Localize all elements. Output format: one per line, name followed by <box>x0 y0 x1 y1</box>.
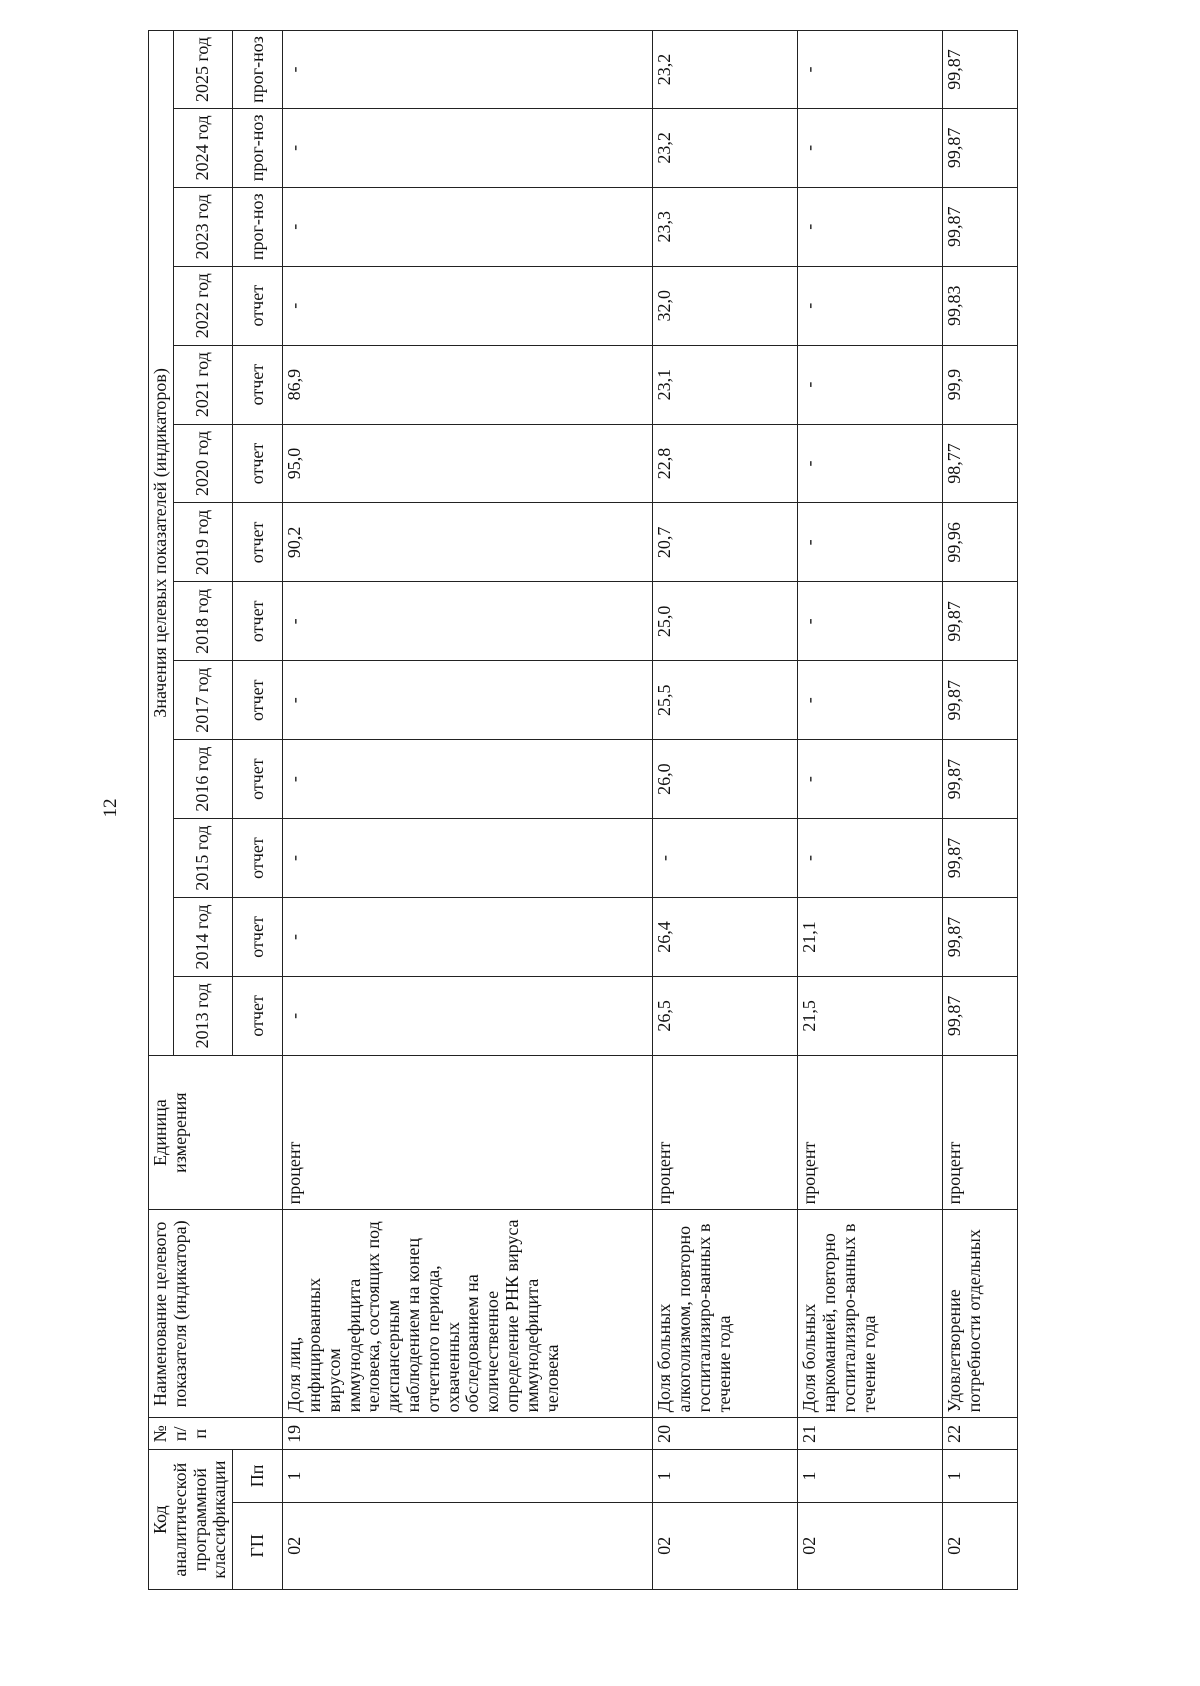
header-status: отчет <box>233 740 283 819</box>
cell-value: 99,83 <box>943 266 1018 345</box>
cell-value: 99,87 <box>943 740 1018 819</box>
header-gp: ГП <box>233 1502 283 1589</box>
table-row <box>283 31 653 1590</box>
header-status: отчет <box>233 661 283 740</box>
cell-gp: 02 <box>653 1502 798 1589</box>
cell-unit: процент <box>798 1055 943 1210</box>
cell-value: - <box>283 897 653 976</box>
header-status: отчет <box>233 897 283 976</box>
cell-value: - <box>798 424 943 503</box>
cell-value: 25,0 <box>653 582 798 661</box>
cell-value: 99,9 <box>943 345 1018 424</box>
cell-value: 99,87 <box>943 976 1018 1055</box>
cell-pp: 1 <box>798 1450 943 1502</box>
indicators-table <box>148 30 1018 1590</box>
cell-gp: 02 <box>798 1502 943 1589</box>
cell-value: 99,96 <box>943 503 1018 582</box>
header-code-group: Код аналитической программной классификации <box>149 1450 233 1590</box>
cell-value: 21,1 <box>798 897 943 976</box>
header-name: Наименование целевого показателя (индикатора) <box>149 1210 283 1418</box>
cell-value: - <box>798 31 943 109</box>
header-unit: Единица измерения <box>149 1055 283 1210</box>
cell-num: 21 <box>798 1418 943 1450</box>
cell-value: - <box>798 582 943 661</box>
cell-value: 95,0 <box>283 424 653 503</box>
cell-pp: 1 <box>283 1450 653 1502</box>
cell-gp: 02 <box>943 1502 1018 1589</box>
cell-value: 86,9 <box>283 345 653 424</box>
header-year: 2016 год <box>174 740 233 819</box>
cell-value: - <box>798 108 943 187</box>
cell-value: - <box>283 819 653 898</box>
table-row <box>943 31 1018 1590</box>
header-pp: Пп <box>233 1450 283 1502</box>
cell-num: 22 <box>943 1418 1018 1450</box>
cell-value: 99,87 <box>943 897 1018 976</box>
cell-unit: процент <box>653 1055 798 1210</box>
cell-unit: процент <box>283 1055 653 1210</box>
header-year: 2017 год <box>174 661 233 740</box>
cell-value: - <box>283 582 653 661</box>
cell-name: Удовлетворение потребности отдельных <box>943 1210 1018 1418</box>
cell-value: 23,3 <box>653 187 798 266</box>
cell-value: - <box>798 661 943 740</box>
table-row <box>798 31 943 1590</box>
header-year: 2023 год <box>174 187 233 266</box>
cell-value: 26,5 <box>653 976 798 1055</box>
header-status: отчет <box>233 582 283 661</box>
rotated-table-wrapper <box>148 30 1068 1590</box>
cell-value: 20,7 <box>653 503 798 582</box>
cell-unit: процент <box>943 1055 1018 1210</box>
cell-value: - <box>283 187 653 266</box>
cell-value: 22,8 <box>653 424 798 503</box>
cell-value: - <box>798 266 943 345</box>
header-year: 2025 год <box>174 31 233 109</box>
header-year: 2021 год <box>174 345 233 424</box>
cell-value: 90,2 <box>283 503 653 582</box>
header-status: отчет <box>233 819 283 898</box>
cell-name: Доля лиц, инфицированных вирусом иммунодефицита человека, состоящих под диспансерным наблюдением на конец отчетного периода, охваченных обследованием на количественное определение РНК вируса иммунодефицита человека <box>283 1210 653 1418</box>
cell-value: 25,5 <box>653 661 798 740</box>
cell-num: 19 <box>283 1418 653 1450</box>
header-values-group: Значения целевых показателей (индикаторов) <box>149 31 174 1056</box>
cell-pp: 1 <box>653 1450 798 1502</box>
cell-value: - <box>798 819 943 898</box>
cell-value: 99,87 <box>943 31 1018 109</box>
header-status: отчет <box>233 345 283 424</box>
cell-num: 20 <box>653 1418 798 1450</box>
header-status: отчет <box>233 266 283 345</box>
header-year: 2020 год <box>174 424 233 503</box>
cell-value: 99,87 <box>943 819 1018 898</box>
cell-value: - <box>653 819 798 898</box>
cell-name: Доля больных алкоголизмом, повторно госпитализиро-ванных в течение года <box>653 1210 798 1418</box>
cell-value: - <box>283 740 653 819</box>
cell-value: 26,4 <box>653 897 798 976</box>
cell-value: 23,2 <box>653 31 798 109</box>
header-year: 2024 год <box>174 108 233 187</box>
cell-value: 26,0 <box>653 740 798 819</box>
cell-value: 23,1 <box>653 345 798 424</box>
cell-value: - <box>283 108 653 187</box>
header-year: 2022 год <box>174 266 233 345</box>
cell-value: - <box>283 661 653 740</box>
cell-value: - <box>283 31 653 109</box>
page-number: 12 <box>100 798 121 818</box>
cell-value: 99,87 <box>943 661 1018 740</box>
header-status: отчет <box>233 424 283 503</box>
table-row <box>653 31 798 1590</box>
header-num: № п/п <box>149 1418 283 1450</box>
header-year: 2018 год <box>174 582 233 661</box>
cell-value: - <box>798 503 943 582</box>
header-status: прог-ноз <box>233 108 283 187</box>
cell-value: 23,2 <box>653 108 798 187</box>
header-year: 2013 год <box>174 976 233 1055</box>
cell-value: - <box>798 187 943 266</box>
cell-value: 99,87 <box>943 187 1018 266</box>
cell-value: 99,87 <box>943 108 1018 187</box>
cell-value: 32,0 <box>653 266 798 345</box>
cell-value: 21,5 <box>798 976 943 1055</box>
cell-value: - <box>283 976 653 1055</box>
cell-gp: 02 <box>283 1502 653 1589</box>
cell-name: Доля больных наркоманией, повторно госпитализиро-ванных в течение года <box>798 1210 943 1418</box>
header-year: 2015 год <box>174 819 233 898</box>
header-status: прог-ноз <box>233 31 283 109</box>
cell-value: - <box>283 266 653 345</box>
cell-pp: 1 <box>943 1450 1018 1502</box>
cell-value: 98,77 <box>943 424 1018 503</box>
header-status: отчет <box>233 976 283 1055</box>
header-year: 2014 год <box>174 897 233 976</box>
cell-value: - <box>798 740 943 819</box>
cell-value: - <box>798 345 943 424</box>
header-status: прог-ноз <box>233 187 283 266</box>
header-year: 2019 год <box>174 503 233 582</box>
header-status: отчет <box>233 503 283 582</box>
cell-value: 99,87 <box>943 582 1018 661</box>
